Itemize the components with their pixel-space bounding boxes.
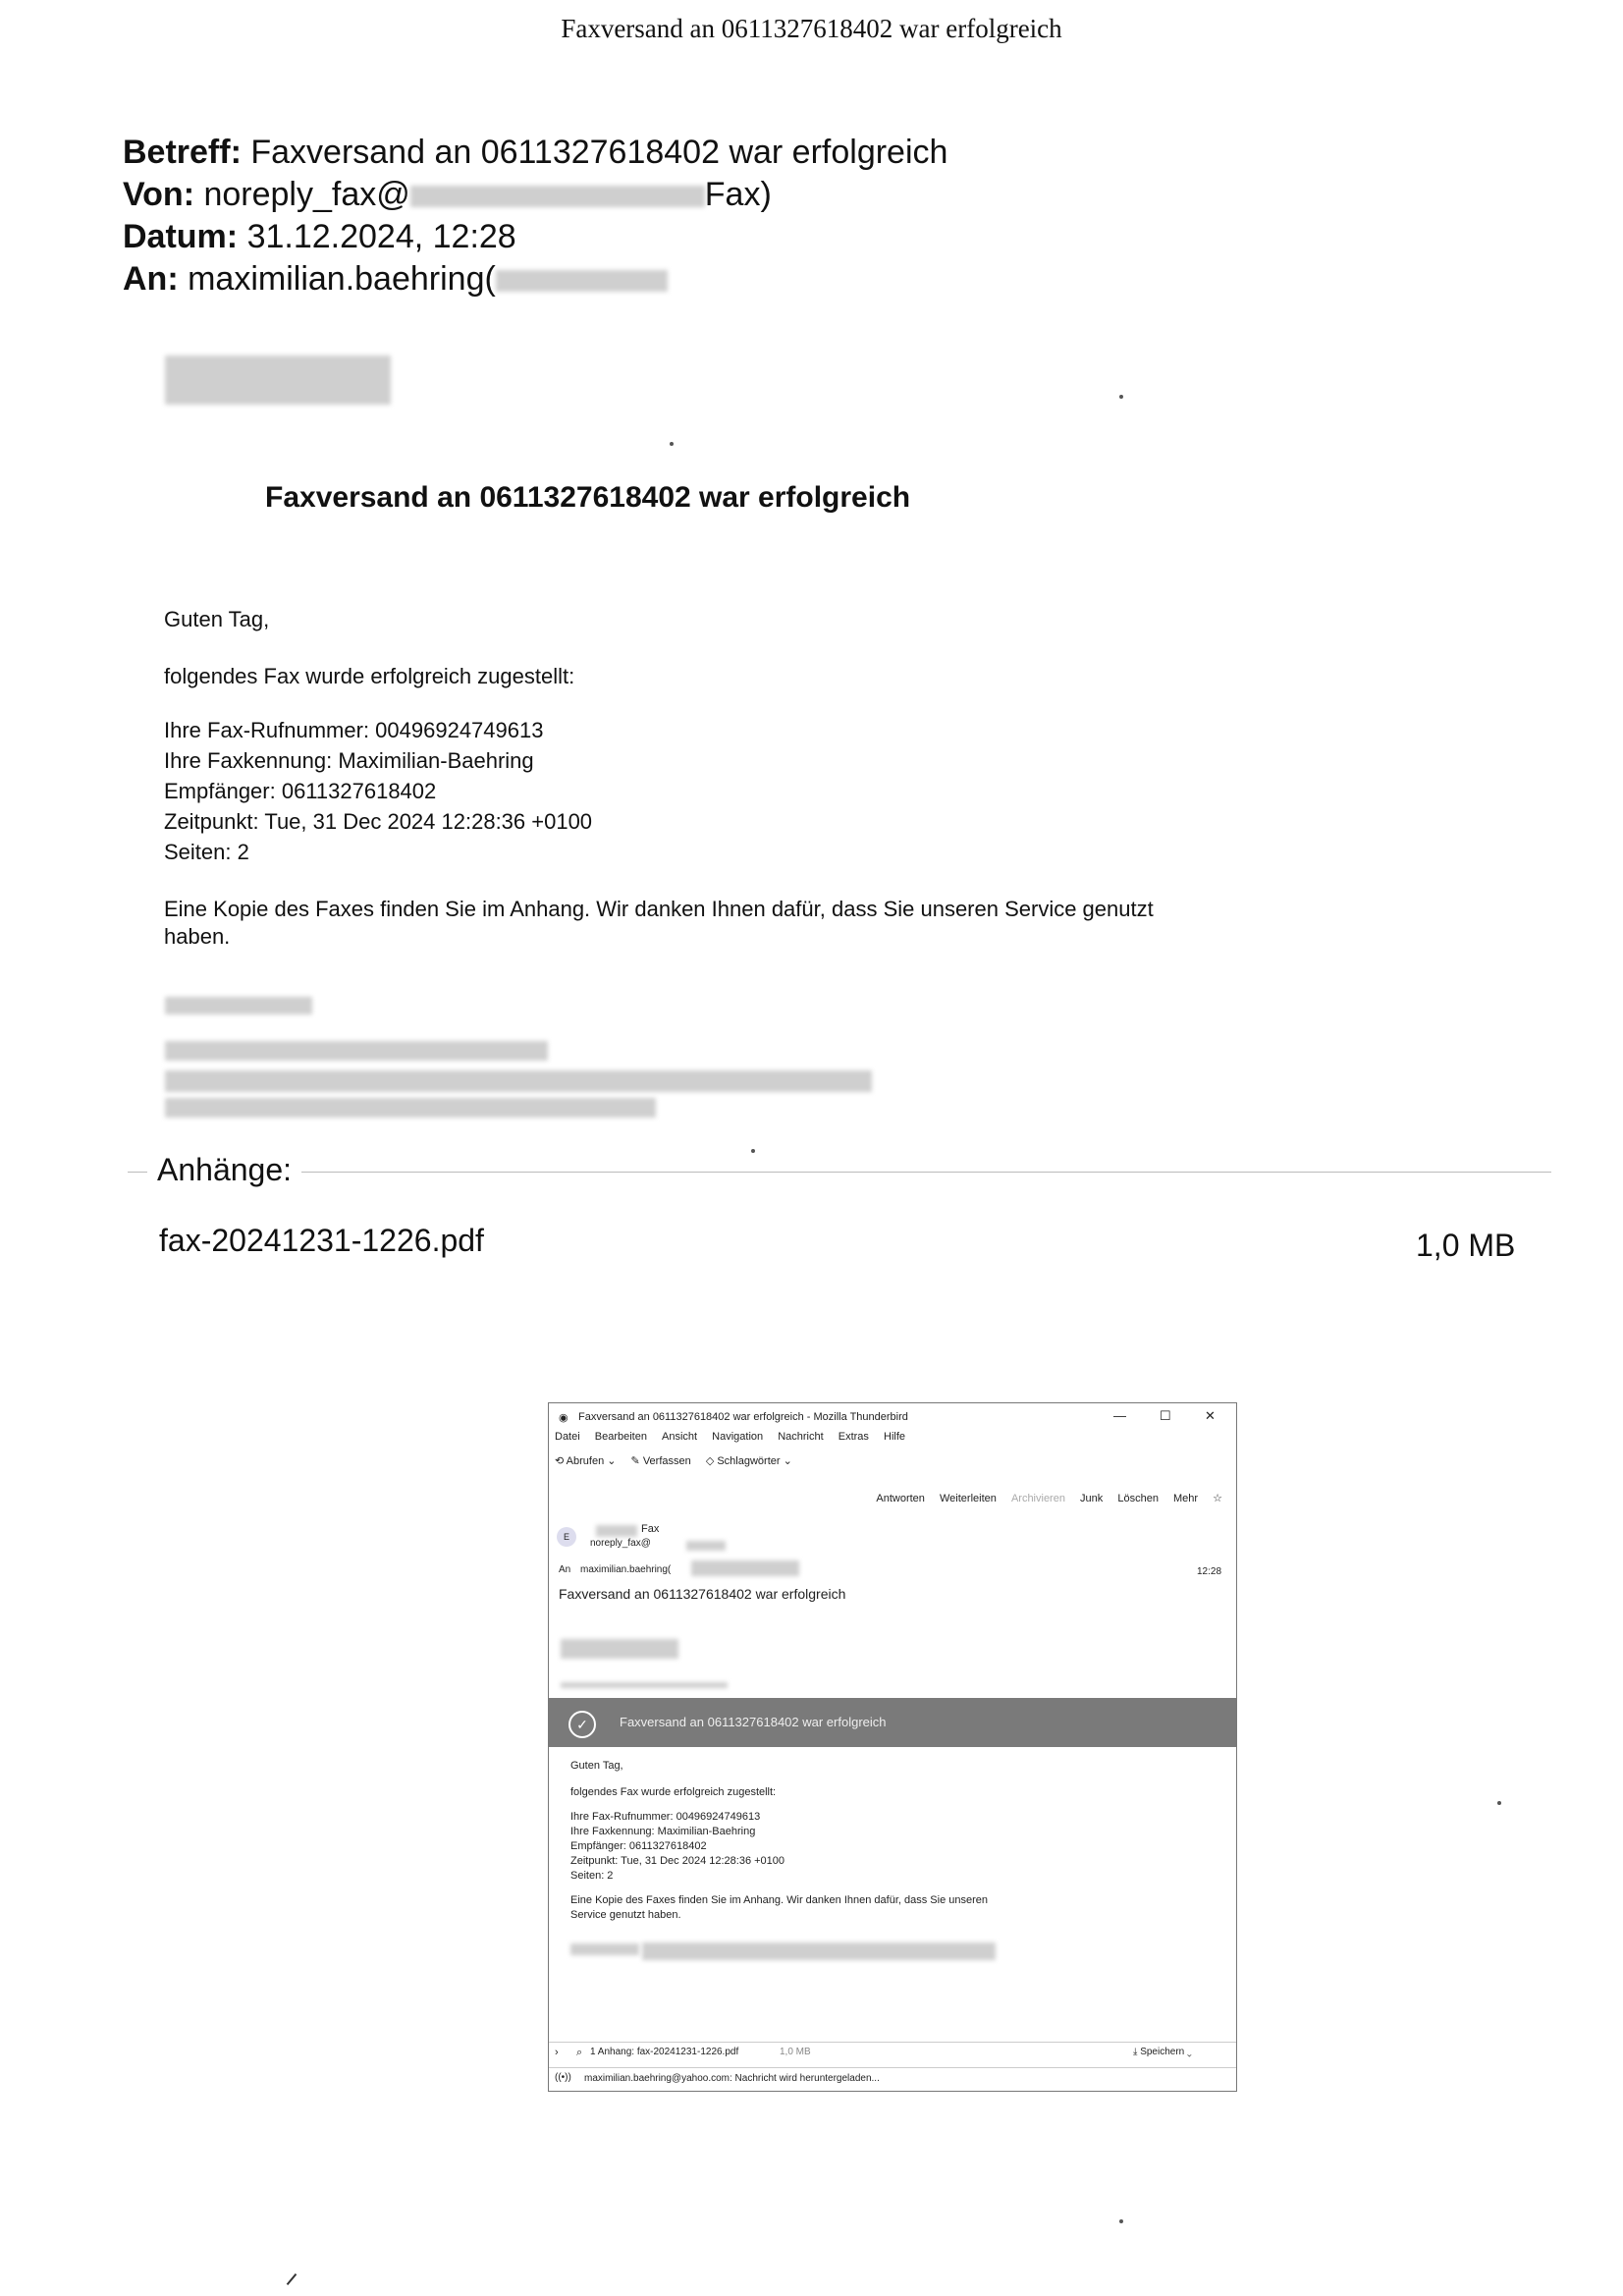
body-copy-1: Eine Kopie des Faxes finden Sie im Anhang. Wir danken Ihnen dafür, dass Sie unseren: [570, 1894, 988, 1906]
redacted-signature: [165, 1041, 548, 1061]
redacted-signature: [165, 997, 312, 1014]
from-key: Von:: [123, 176, 195, 213]
redacted-block: [686, 1541, 726, 1551]
main-toolbar: [549, 1454, 1236, 1480]
reply-button[interactable]: Antworten: [876, 1493, 925, 1504]
menu-nachricht[interactable]: Nachricht: [778, 1431, 824, 1443]
attachment-bar[interactable]: [549, 2042, 1236, 2064]
tag-icon: ◇: [705, 1455, 715, 1467]
redacted-signature: [642, 1942, 996, 1960]
menu-ansicht[interactable]: Ansicht: [662, 1431, 698, 1443]
redacted-block: [496, 270, 668, 292]
redacted-signature: [165, 1098, 656, 1118]
delete-button[interactable]: Löschen: [1117, 1493, 1159, 1504]
body-intro: folgendes Fax wurde erfolgreich zugestellt:: [570, 1786, 777, 1798]
save-button[interactable]: ⤓ Speichern ⌄: [1133, 2047, 1192, 2057]
sender-name: Fax: [641, 1523, 660, 1535]
status-bar: [549, 2067, 1236, 2090]
email-header: [123, 132, 947, 301]
menu-navigation[interactable]: Navigation: [712, 1431, 764, 1443]
junk-button[interactable]: Junk: [1080, 1493, 1104, 1504]
compose-label: Verfassen: [642, 1455, 691, 1467]
body-fax-id: Ihre Faxkennung: Maximilian-Baehring: [570, 1826, 756, 1837]
forward-button[interactable]: Weiterleiten: [939, 1493, 997, 1504]
screenshot-body: [570, 1759, 996, 1960]
redacted-block: [691, 1560, 799, 1576]
thunderbird-screenshot: [548, 1402, 1237, 2092]
to-key: An:: [123, 260, 179, 298]
download-icon: ⟲: [555, 1455, 565, 1467]
menu-bearbeiten[interactable]: Bearbeiten: [594, 1431, 647, 1443]
tags-button[interactable]: ◇ Schlagwörter ⌄: [705, 1455, 792, 1467]
banner-text: Faxversand an 0611327618402 war erfolgreich: [620, 1715, 887, 1729]
subject-key: Betreff:: [123, 134, 242, 171]
pencil-icon: ✎: [630, 1455, 640, 1467]
message-time: 12:28: [1197, 1566, 1222, 1577]
thunderbird-icon: ◉: [559, 1412, 568, 1424]
redacted-signature: [570, 1943, 639, 1955]
body-greeting: Guten Tag,: [570, 1760, 623, 1772]
message-subject: Faxversand an 0611327618402 war erfolgreich: [559, 1586, 846, 1602]
body-title: Faxversand an 0611327618402 war erfolgreich: [265, 481, 911, 514]
redacted-logo: [561, 1639, 678, 1659]
close-button[interactable]: ✕: [1205, 1408, 1216, 1423]
star-icon[interactable]: ☆: [1213, 1493, 1222, 1504]
message-actions: [549, 1492, 1236, 1513]
scan-speck: [670, 442, 674, 446]
fax-number: Ihre Fax-Rufnummer: 00496924749613: [164, 718, 544, 742]
from-value-end: Fax): [704, 176, 772, 213]
get-messages-button[interactable]: ⟲ Abrufen ⌄: [555, 1455, 617, 1467]
redacted-logo: [165, 355, 391, 405]
get-messages-label: Abrufen: [566, 1455, 605, 1467]
save-label: Speichern: [1140, 2047, 1185, 2057]
copy-line-2: haben.: [164, 924, 231, 949]
attachment-text[interactable]: 1 Anhang: fax-20241231-1226.pdf: [590, 2047, 739, 2057]
body-pages: Seiten: 2: [570, 1870, 614, 1882]
scan-speck: [1497, 1801, 1501, 1805]
date-value: 31.12.2024, 12:28: [246, 218, 516, 255]
maximize-button[interactable]: ☐: [1160, 1408, 1171, 1423]
recipient: Empfänger: 0611327618402: [164, 779, 437, 803]
intro-text: folgendes Fax wurde erfolgreich zugestellt:: [164, 664, 575, 688]
attachments-divider: [128, 1172, 1551, 1173]
chevron-right-icon[interactable]: ›: [555, 2047, 559, 2058]
scan-speck: [287, 2273, 298, 2285]
to-label: An: [559, 1564, 571, 1575]
greeting: Guten Tag,: [164, 607, 270, 631]
attachment-file-name[interactable]: fax-20241231-1226.pdf: [159, 1223, 484, 1258]
body-copy-2: Service genutzt haben.: [570, 1909, 681, 1921]
activity-icon: ((•)): [555, 2072, 571, 2083]
window-title-bar: [549, 1403, 1236, 1433]
copy-line-1: Eine Kopie des Faxes finden Sie im Anhang. Wir danken Ihnen dafür, dass Sie unseren Service genutzt: [164, 897, 1154, 921]
subject-value: Faxversand an 0611327618402 war erfolgreich: [250, 134, 948, 171]
fax-id: Ihre Faxkennung: Maximilian-Baehring: [164, 748, 534, 773]
scan-speck: [1119, 2219, 1123, 2223]
from-line: [123, 174, 947, 216]
body-time: Zeitpunkt: Tue, 31 Dec 2024 12:28:36 +0100: [570, 1855, 785, 1867]
message-banner: [549, 1698, 1236, 1747]
attachments-label: Anhänge:: [147, 1152, 301, 1188]
to-line: [123, 258, 947, 301]
scan-speck: [1119, 395, 1123, 399]
redacted-block: [596, 1525, 637, 1537]
sender-email: noreply_fax@: [590, 1538, 651, 1549]
compose-button[interactable]: [631, 1454, 691, 1467]
tags-label: Schlagwörter: [717, 1455, 781, 1467]
scan-speck: [751, 1149, 755, 1153]
minimize-button[interactable]: —: [1113, 1408, 1126, 1423]
from-value-start: noreply_fax@: [203, 176, 410, 213]
window-title: Faxversand an 0611327618402 war erfolgreich - Mozilla Thunderbird: [578, 1411, 908, 1423]
attachment-file-size: 1,0 MB: [1416, 1228, 1516, 1263]
check-icon: ✓: [568, 1711, 596, 1738]
menu-bar: [549, 1431, 1236, 1452]
date-key: Datum:: [123, 218, 239, 255]
to-value: maximilian.baehring(: [580, 1564, 672, 1575]
download-icon: ⤓: [1133, 2047, 1138, 2057]
pages: Seiten: 2: [164, 840, 249, 864]
date-line: [123, 216, 947, 258]
body-fax-number: Ihre Fax-Rufnummer: 00496924749613: [570, 1811, 761, 1823]
subject-line: [123, 132, 947, 174]
archive-button[interactable]: Archivieren: [1010, 1493, 1065, 1504]
body-recipient: Empfänger: 0611327618402: [570, 1840, 707, 1852]
to-value-start: maximilian.baehring(: [188, 260, 496, 298]
menu-extras[interactable]: Extras: [838, 1431, 869, 1443]
redacted-signature: [165, 1070, 872, 1092]
avatar: E: [557, 1527, 576, 1547]
timestamp: Zeitpunkt: Tue, 31 Dec 2024 12:28:36 +0100: [164, 809, 593, 834]
paperclip-icon: ⌕: [576, 2047, 583, 2058]
redacted-block: [410, 186, 705, 207]
menu-datei[interactable]: Datei: [555, 1431, 580, 1443]
attachment-size: 1,0 MB: [780, 2047, 811, 2057]
status-text: maximilian.baehring@yahoo.com: Nachricht wird heruntergeladen...: [584, 2073, 880, 2084]
redacted-block: [561, 1682, 728, 1688]
more-button[interactable]: Mehr: [1173, 1493, 1199, 1504]
page-header: Faxversand an 0611327618402 war erfolgreich: [561, 14, 1062, 43]
menu-hilfe[interactable]: Hilfe: [884, 1431, 906, 1443]
